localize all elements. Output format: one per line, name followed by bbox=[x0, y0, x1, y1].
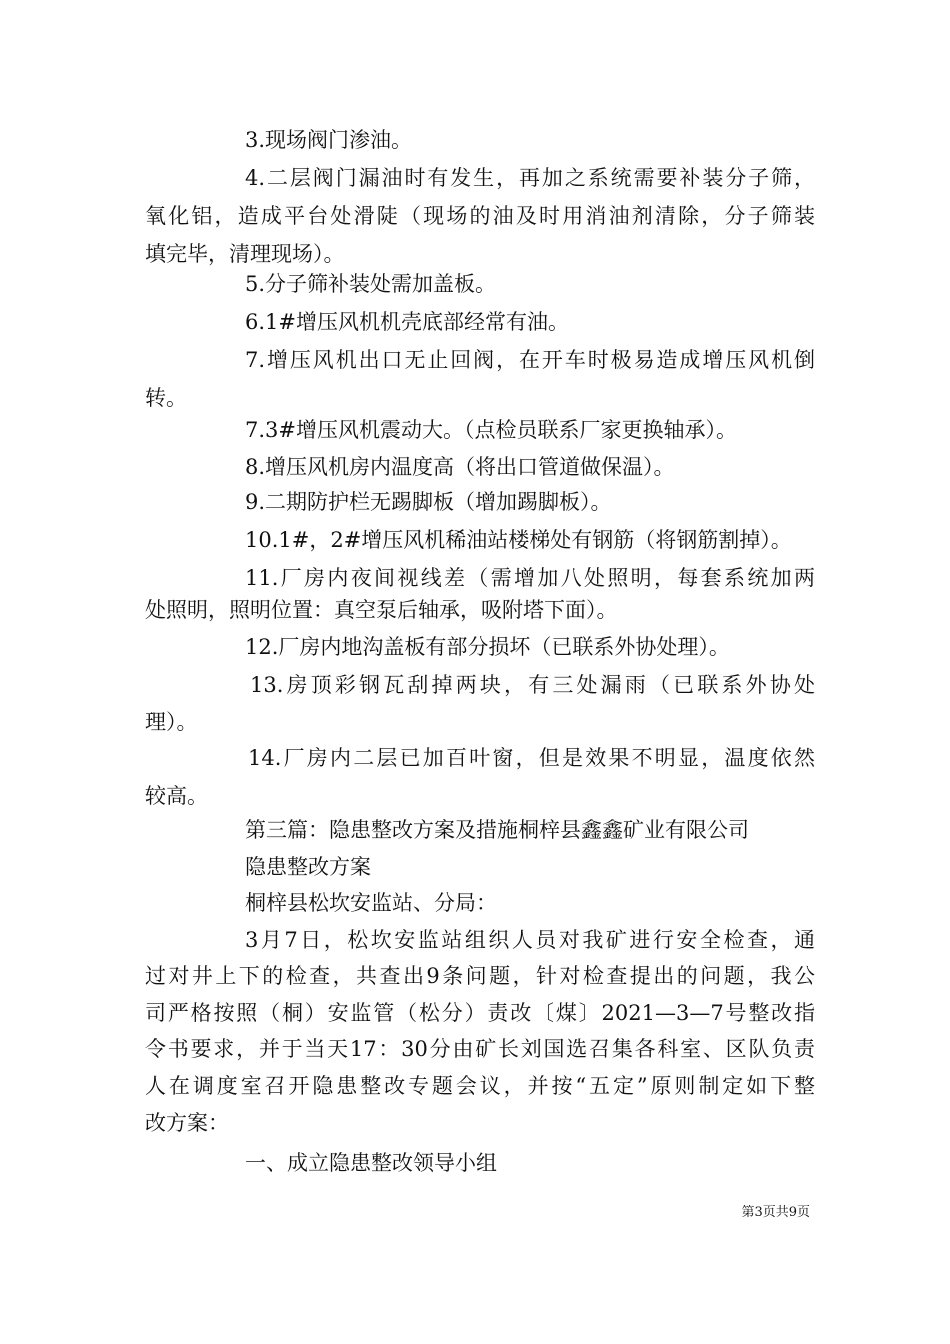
text-line: 5.分子筛补装处需加盖板。 bbox=[245, 272, 497, 296]
text-line: 理）。 bbox=[145, 710, 198, 734]
text-line: 处照明，照明位置：真空泵后轴承，吸附塔下面）。 bbox=[145, 598, 618, 622]
text-line: 6.1#增压风机机壳底部经常有油。 bbox=[245, 310, 569, 334]
text-line: 14.厂房内二层已加百叶窗，但是效果不明显，温度依然 bbox=[248, 746, 815, 770]
text-line: 令书要求，并于当天17：30分由矿长刘国选召集各科室、区队负责 bbox=[145, 1037, 815, 1061]
page-number: 第3页共9页 bbox=[741, 1205, 810, 1220]
text-line: 7.增压风机出口无止回阀，在开车时极易造成增压风机倒 bbox=[245, 348, 815, 372]
text-line: 4.二层阀门漏油时有发生，再加之系统需要补装分子筛， bbox=[245, 166, 815, 190]
text-line: 人在调度室召开隐患整改专题会议，并按“五定”原则制定如下整 bbox=[145, 1074, 815, 1098]
text-line: 12.厂房内地沟盖板有部分损坏（已联系外协处理）。 bbox=[245, 635, 730, 659]
text-line: 隐患整改方案 bbox=[245, 855, 371, 879]
text-line: 8.增压风机房内温度高（将出口管道做保温）。 bbox=[245, 455, 675, 479]
text-line: 较高。 bbox=[145, 784, 208, 808]
text-line: 11.厂房内夜间视线差（需增加八处照明，每套系统加两 bbox=[245, 566, 815, 590]
text-line: 13.房顶彩钢瓦刮掉两块，有三处漏雨（已联系外协处 bbox=[250, 673, 815, 697]
text-line: 氧化铝，造成平台处滑陡（现场的油及时用消油剂清除，分子筛装 bbox=[145, 204, 815, 228]
text-line: 3.现场阀门渗油。 bbox=[245, 128, 413, 152]
text-line: 填完毕，清理现场）。 bbox=[145, 242, 345, 266]
text-line: 9.二期防护栏无踢脚板（增加踢脚板）。 bbox=[245, 490, 612, 514]
text-line: 3月7日，松坎安监站组织人员对我矿进行安全检查，通 bbox=[245, 928, 815, 952]
text-line: 10.1#，2#增压风机稀油站楼梯处有钢筋（将钢筋割掉）。 bbox=[245, 528, 792, 552]
text-line: 司严格按照（桐）安监管（松分）责改〔煤〕2021—3—7号整改指 bbox=[145, 1001, 815, 1025]
section-heading: 一、成立隐患整改领导小组 bbox=[245, 1151, 497, 1175]
text-line: 桐梓县松坎安监站、分局： bbox=[245, 891, 497, 915]
text-line: 7.3#增压风机震动大。（点检员联系厂家更换轴承）。 bbox=[245, 418, 737, 442]
text-line: 转。 bbox=[145, 386, 187, 410]
text-line: 改方案： bbox=[145, 1111, 229, 1135]
text-line: 过对井上下的检查，共查出9条问题，针对检查提出的问题，我公 bbox=[145, 964, 815, 988]
text-line: 第三篇：隐患整改方案及措施桐梓县鑫鑫矿业有限公司 bbox=[245, 818, 749, 842]
